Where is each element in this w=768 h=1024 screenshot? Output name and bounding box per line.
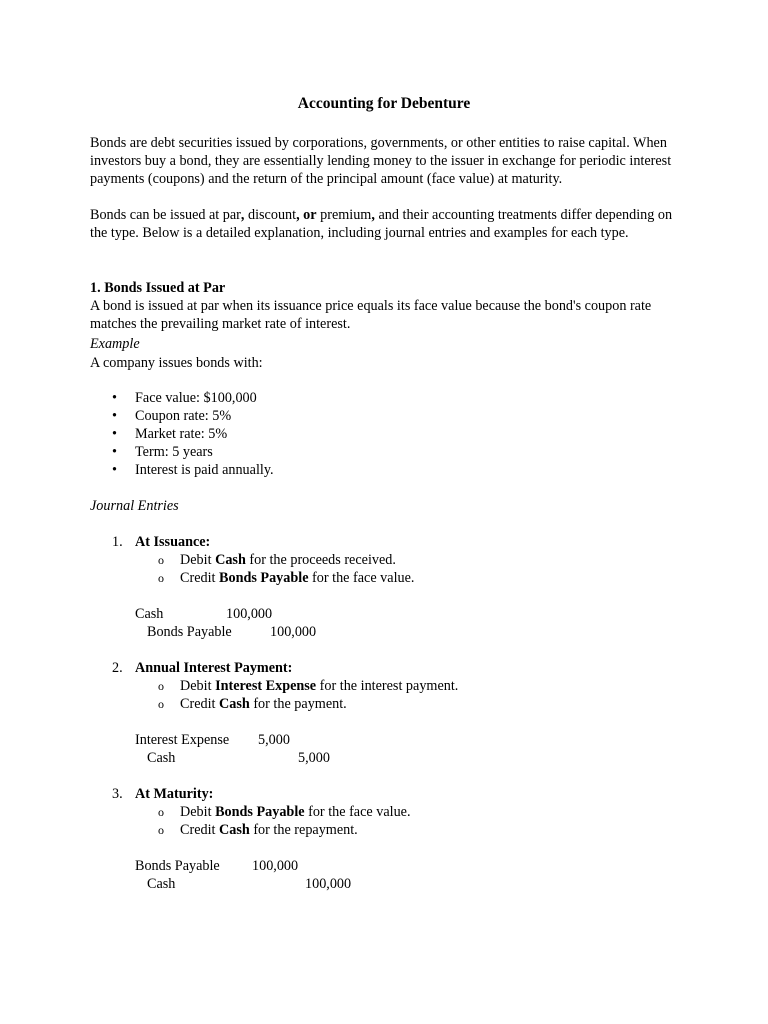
bullet-icon: • (112, 444, 117, 460)
journal-credit-account: Cash (147, 750, 176, 766)
journal-entries-label: Journal Entries (90, 498, 179, 514)
circle-bullet-icon: o (158, 571, 164, 585)
journal-credit-amount: 100,000 (305, 876, 352, 892)
journal-debit-amount: 100,000 (226, 606, 273, 622)
circle-bullet-icon: o (158, 805, 164, 819)
journal-credit-account: Cash (147, 876, 176, 892)
bullet-icon: • (112, 462, 117, 478)
circle-bullet-icon: o (158, 697, 164, 711)
journal-debit-account: Interest Expense (135, 732, 230, 748)
page-title: Accounting for Debenture (297, 95, 471, 112)
journal-debit-account: Bonds Payable (135, 858, 220, 874)
journal-debit-amount: 100,000 (252, 858, 299, 874)
circle-bullet-icon: o (158, 823, 164, 837)
intro-paragraph-1: Bonds are debt securities issued by corporations, governments, or other entities to raise capital. When investors buy a bond, they are essentially lending money to the issuer in exchange for periodic interest payments (coupons) and the return of the principal amount (face value) at maturity. (90, 135, 672, 187)
circle-bullet-icon: o (158, 679, 164, 693)
section-description: A bond is issued at par when its issuance price equals its face value because the bond's coupon rate matches the prevailing market rate of interest. (90, 298, 652, 332)
circle-bullet-icon: o (158, 553, 164, 567)
bullet-icon: • (112, 426, 117, 442)
bullet-icon: • (112, 390, 117, 406)
journal-debit-account: Cash (135, 606, 164, 622)
journal-debit-amount: 5,000 (258, 732, 290, 748)
bullet-icon: • (112, 408, 117, 424)
section-heading: 1. Bonds Issued at Par (90, 280, 226, 296)
document-page: Accounting for Debenture Bonds are debt securities issued by corporations, governments, or other entities to raise capital. When investors buy a bond, they are essentially lending money to the issuer in exchange for periodic interest payments (coupons) and the return of the principal amount (face value) at maturity. Bonds can be issued at par, discount, or premium, and their accounting treatments differ depending on the type. Below is a detailed explanation, including journal entries and examples for each type. 1. Bonds Issued at Par A bond is issued at par when its issuance price equals its face value because the bond's coupon rate matches the prevailing market rate of interest. Example A company issues bonds with: • Face value: $100,000 • Coupon rate: 5% • Market rate: 5% • Term: 5 years • Interest is paid annually. Journal Entries 1. At Issuance: o Debit Cash for the proceeds received. o Credit Bonds Payable for the face value. Cash 100,000 Bonds Payable 100,000 2. Annual Interest Payment: o Debit Interest Expense for the interest payment. o Credit Cash for the payment. Interest Expense 5,000 Cash 5,000 3. At Maturity: o Debit Bonds Payable for the face value. o Credit Cash for the repayment. Bonds Payable 100,000 Cash 100,000 (0, 0, 768, 1024)
journal-credit-amount: 100,000 (270, 624, 317, 640)
example-intro: A company issues bonds with: (90, 355, 263, 371)
intro-paragraph-2: Bonds can be issued at par, discount, or premium, and their accounting treatments differ depending on the type. Below is a detailed explanation, including journal entries and examples for each type. (90, 207, 673, 241)
example-label: Example (90, 336, 140, 352)
journal-credit-amount: 5,000 (298, 750, 330, 766)
journal-credit-account: Bonds Payable (147, 624, 232, 640)
